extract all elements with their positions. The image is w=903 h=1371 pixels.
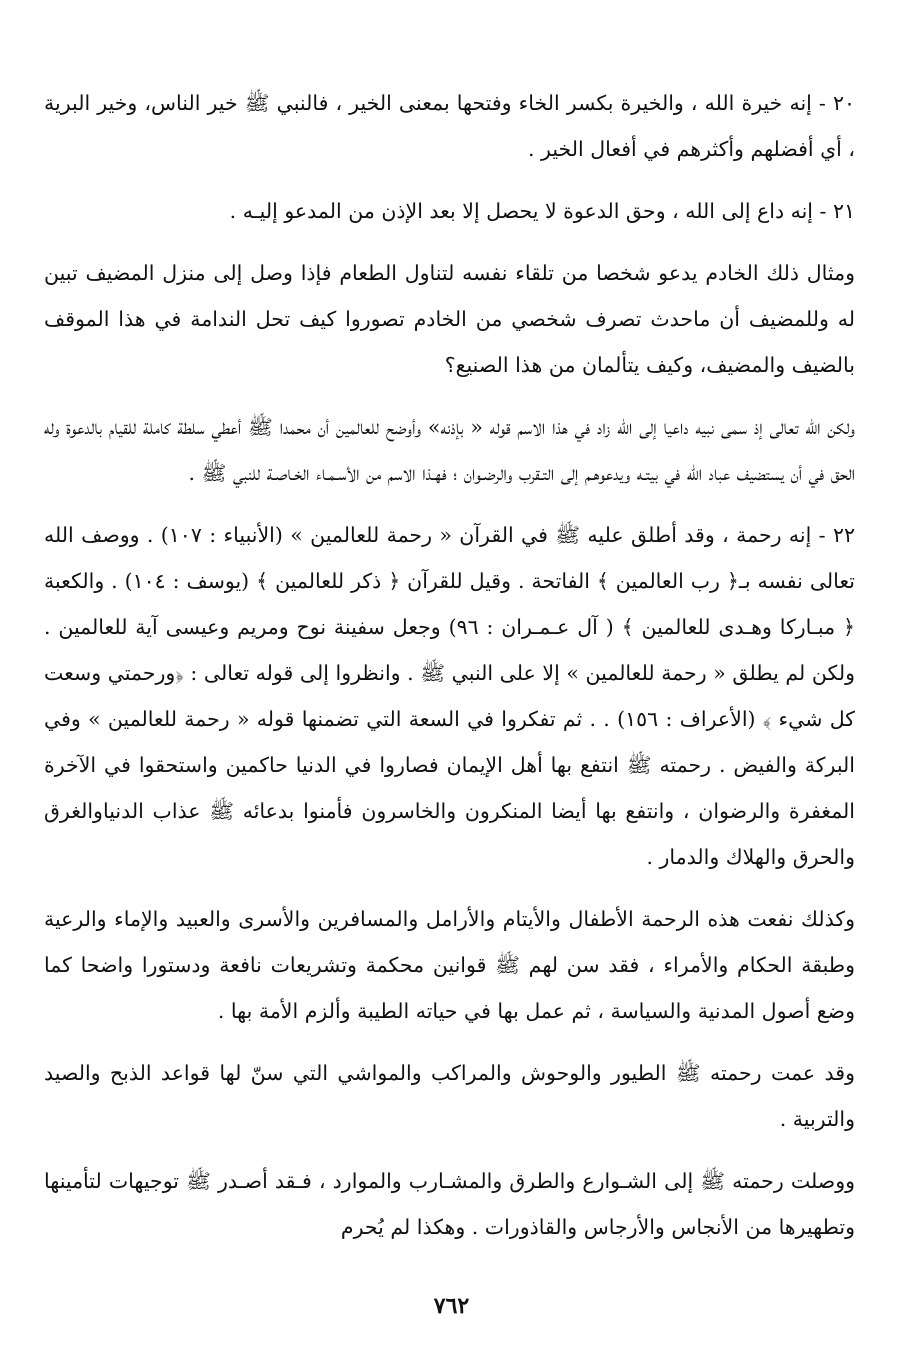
- paragraph-with-his-permission: ولكن الله تعالى إذ سمى نبيه داعيا إلى الله زاد في هذا الاسم قوله « بإذنه» وأوضح للعالمين أن محمدا ﷺ أعطي سلطة كاملة للقيام بالدعوة وله الحق في أن يستضيف عباد الله في بيتـه ويدعوهـم إلى التـقرب والرضـوان ؛ فهـذا الاسم من الأسـمـاء الخـاصـة للنبي ﷺ .: [44, 415, 855, 485]
- paragraph-mercy-animals: وقد عمت رحمته ﷺ الطيور والوحوش والمراكب والمواشي التي سنّ لها قواعد الذبح والصيد والتربية .: [44, 1061, 855, 1131]
- paragraph-mercy-streets: ووصلت رحمته ﷺ إلى الشـوارع والطرق والمشـارب والموارد ، فـقد أصـدر ﷺ توجيهات لتأمينها وتطهيرها من الأنجاس والأرجاس والقاذورات . وهكذا لم يُحرم: [44, 1169, 855, 1239]
- paragraph-item-21: ٢١ - إنه داع إلى الله ، وحق الدعوة لا يحصل إلا بعد الإذن من المدعو إليـه .: [229, 199, 855, 223]
- paragraph-mercy-benefits: وكذلك نفعت هذه الرحمة الأطفال والأيتام والأرامل والمسافرين والأسرى والعبيد والإماء والرعية وطبقة الحكام والأمراء ، فقد سن لهم ﷺ قوانين محكمة وتشريعات نافعة ودستورا واضحا كما وضع أصول المدنية والسياسة ، ثم عمل بها في حياته الطيبة وألزم الأمة بها .: [44, 907, 855, 1023]
- paragraph-item-22: ٢٢ - إنه رحمة ، وقد أطلق عليه ﷺ في القرآن « رحمة للعالمين » (الأنبياء : ١٠٧) . ووصف الله تعالى نفسه بـ﴿ رب العالمين ﴾ الفاتحة . وقيل للقرآن ﴿ ذكر للعالمين ﴾ (يوسف : ١٠٤) . والكعبة ﴿ مبـاركا وهـدى للعالمين ﴾ ( آل عـمـران : ٩٦) وجعل سفينة نوح ومريم وعيسى آية للعالمين . ولكن لم يطلق « رحمة للعالمين » إلا على النبي ﷺ . وانظروا إلى قوله تعالى : ﴿ورحمتي وسعت كل شيء ﴾ (الأعراف : ١٥٦) . . ثم تفكروا في السعة التي تضمنها قوله « رحمة للعالمين » وفي البركة والفيض . رحمته ﷺ انتفع بها أهل الإيمان فصاروا في الدنيا حاكمين واستحقوا في الآخرة المغفرة والرضوان ، وانتفع بها أيضا المنكرون والخاسرون فأمنوا بدعائه ﷺ عذاب الدنياوالغرق والحرق والهلاك والدمار .: [44, 523, 855, 869]
- paragraph-servant-example: ومثال ذلك الخادم يدعو شخصا من تلقاء نفسه لتناول الطعام فإذا وصل إلى منزل المضيف تبين له وللمضيف أن ماحدث تصرف شخصي من الخادم تصوروا كيف تحل الندامة في هذا الموقف بالضيف والمضيف، وكيف يتألمان من هذا الصنيع؟: [44, 261, 855, 377]
- paragraph-item-20: ٢٠ - إنه خيرة الله ، والخيرة بكسر الخاء وفتحها بمعنى الخير ، فالنبي ﷺ خير الناس، وخير البرية ، أي أفضلهم وأكثرهم في أفعال الخير .: [44, 91, 855, 161]
- page-number: ٧٦٢: [433, 1293, 470, 1319]
